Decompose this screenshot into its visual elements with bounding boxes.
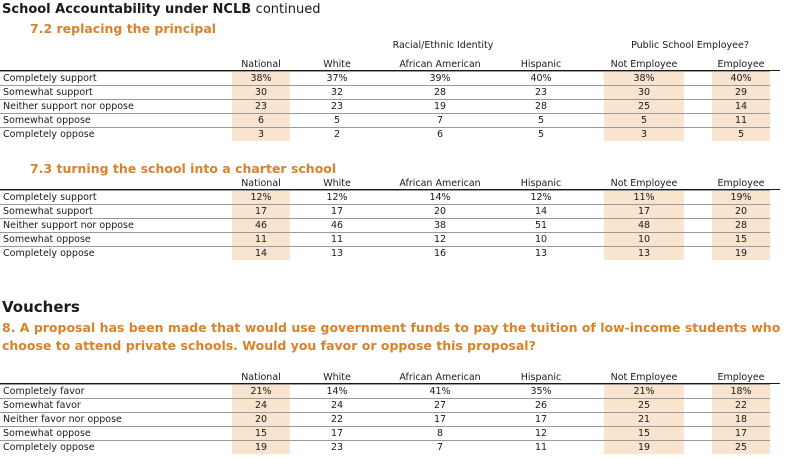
cell-employee: 29 — [712, 86, 770, 100]
cell-national: 6 — [232, 114, 290, 128]
cell-african-american: 7 — [436, 115, 444, 126]
cell-not-employee: 3 — [604, 128, 684, 142]
cell-white: 13 — [330, 248, 344, 259]
cell-not-employee: 11% — [604, 191, 684, 205]
cell-not-employee: 15 — [604, 427, 684, 441]
col-national: National — [241, 372, 281, 383]
cell-white: 32 — [330, 87, 344, 98]
col-hispanic: Hispanic — [520, 178, 562, 189]
cell-not-employee: 13 — [604, 247, 684, 261]
row-label: Neither favor nor oppose — [3, 414, 122, 425]
cell-white: 2 — [333, 129, 341, 140]
cell-white: 22 — [330, 414, 344, 425]
cell-african-american: 19 — [433, 101, 447, 112]
cell-not-employee: 10 — [604, 233, 684, 247]
table-row — [0, 385, 770, 399]
col-national: National — [241, 178, 281, 189]
cell-hispanic: 5 — [537, 115, 545, 126]
cell-hispanic: 13 — [534, 248, 548, 259]
cell-employee: 40% — [712, 72, 770, 86]
cell-national: 38% — [232, 72, 290, 86]
col-not-employee: Not Employee — [610, 178, 678, 189]
cell-employee: 15 — [712, 233, 770, 247]
table-row — [0, 128, 770, 142]
cell-hispanic: 5 — [537, 129, 545, 140]
cell-national: 21% — [232, 385, 290, 399]
cell-hispanic: 26 — [534, 400, 548, 411]
table-row — [0, 441, 770, 455]
cell-national: 17 — [232, 205, 290, 219]
cell-national: 23 — [232, 100, 290, 114]
cell-employee: 18 — [712, 413, 770, 427]
table-row — [0, 233, 770, 247]
cell-employee: 5 — [712, 128, 770, 142]
row-label: Somewhat support — [3, 206, 93, 217]
cell-white: 12% — [326, 192, 348, 203]
cell-employee: 20 — [712, 205, 770, 219]
cell-hispanic: 28 — [534, 101, 548, 112]
col-employee: Employee — [717, 372, 765, 383]
cell-white: 24 — [330, 400, 344, 411]
cell-not-employee: 25 — [604, 100, 684, 114]
cell-employee: 14 — [712, 100, 770, 114]
row-label: Somewhat oppose — [3, 428, 91, 439]
cell-african-american: 14% — [429, 192, 451, 203]
cell-employee: 19 — [712, 247, 770, 261]
col-national: National — [241, 59, 281, 70]
cell-national: 12% — [232, 191, 290, 205]
cell-african-american: 7 — [436, 442, 444, 453]
question-7-2-title: 7.2 replacing the principal — [30, 21, 217, 36]
row-label: Somewhat support — [3, 87, 93, 98]
table-row — [0, 114, 770, 128]
cell-not-employee: 25 — [604, 399, 684, 413]
cell-african-american: 8 — [436, 428, 444, 439]
page-title — [2, 2, 320, 17]
cell-not-employee: 30 — [604, 86, 684, 100]
cell-hispanic: 35% — [530, 386, 552, 397]
col-not-employee: Not Employee — [610, 59, 678, 70]
cell-national: 3 — [232, 128, 290, 142]
table-row — [0, 72, 770, 86]
cell-white: 5 — [333, 115, 341, 126]
cell-employee: 17 — [712, 427, 770, 441]
cell-african-american: 41% — [429, 386, 451, 397]
col-employee: Employee — [717, 59, 765, 70]
col-employee: Employee — [717, 178, 765, 189]
cell-hispanic: 40% — [530, 73, 552, 84]
cell-national: 19 — [232, 441, 290, 455]
cell-white: 14% — [326, 386, 348, 397]
table-7-2 — [0, 71, 770, 141]
row-label: Completely oppose — [3, 248, 95, 259]
cell-hispanic: 14 — [534, 206, 548, 217]
cell-african-american: 28 — [433, 87, 447, 98]
row-label: Neither support nor oppose — [3, 101, 134, 112]
cell-white: 37% — [326, 73, 348, 84]
col-african-american: African American — [399, 178, 481, 189]
cell-african-american: 12 — [433, 234, 447, 245]
col-white: White — [323, 178, 351, 189]
cell-hispanic: 12 — [534, 428, 548, 439]
cell-white: 46 — [330, 220, 344, 231]
question-7-3-title: 7.3 turning the school into a charter school — [30, 161, 337, 176]
group-employee-header: Public School Employee? — [631, 40, 749, 51]
table-row — [0, 427, 770, 441]
row-label: Somewhat oppose — [3, 234, 91, 245]
table-row — [0, 219, 770, 233]
row-label: Completely oppose — [3, 442, 95, 453]
cell-national: 15 — [232, 427, 290, 441]
table-7-3 — [0, 190, 770, 260]
col-white: White — [323, 59, 351, 70]
row-label: Completely support — [3, 192, 97, 203]
cell-white: 17 — [330, 428, 344, 439]
page-title-continued: continued — [255, 2, 321, 17]
cell-african-american: 6 — [436, 129, 444, 140]
cell-employee: 25 — [712, 441, 770, 455]
cell-white: 23 — [330, 442, 344, 453]
cell-not-employee: 48 — [604, 219, 684, 233]
col-african-american: African American — [399, 59, 481, 70]
cell-african-american: 16 — [433, 248, 447, 259]
cell-national: 30 — [232, 86, 290, 100]
cell-national: 46 — [232, 219, 290, 233]
cell-not-employee: 21 — [604, 413, 684, 427]
cell-african-american: 39% — [429, 73, 451, 84]
row-label: Somewhat oppose — [3, 115, 91, 126]
cell-employee: 11 — [712, 114, 770, 128]
col-white: White — [323, 372, 351, 383]
section-title-vouchers: Vouchers — [2, 298, 80, 316]
cell-national: 24 — [232, 399, 290, 413]
question-8-text: 8. A proposal has been made that would use government funds to pay the tuition of low-income students who choose to attend private schools. Would you favor or oppose this proposal? — [2, 320, 781, 353]
col-hispanic: Hispanic — [520, 59, 562, 70]
cell-employee: 19% — [712, 191, 770, 205]
table-row — [0, 399, 770, 413]
row-label: Completely oppose — [3, 129, 95, 140]
cell-national: 20 — [232, 413, 290, 427]
row-label: Completely favor — [3, 386, 85, 397]
page-title-text: School Accountability under NCLB — [2, 2, 252, 17]
cell-hispanic: 12% — [530, 192, 552, 203]
cell-white: 23 — [330, 101, 344, 112]
cell-not-employee: 5 — [604, 114, 684, 128]
col-hispanic: Hispanic — [520, 372, 562, 383]
cell-not-employee: 21% — [604, 385, 684, 399]
cell-hispanic: 51 — [534, 220, 548, 231]
table-row — [0, 205, 770, 219]
table-8 — [0, 384, 770, 454]
cell-employee: 18% — [712, 385, 770, 399]
table-row — [0, 86, 770, 100]
group-racial-header: Racial/Ethnic Identity — [392, 40, 494, 51]
cell-white: 17 — [330, 206, 344, 217]
cell-hispanic: 11 — [534, 442, 548, 453]
cell-not-employee: 38% — [604, 72, 684, 86]
table-row — [0, 100, 770, 114]
cell-employee: 22 — [712, 399, 770, 413]
cell-hispanic: 10 — [534, 234, 548, 245]
cell-hispanic: 23 — [534, 87, 548, 98]
cell-national: 11 — [232, 233, 290, 247]
cell-hispanic: 17 — [534, 414, 548, 425]
cell-not-employee: 19 — [604, 441, 684, 455]
table-row — [0, 247, 770, 261]
row-label: Completely support — [3, 73, 97, 84]
col-not-employee: Not Employee — [610, 372, 678, 383]
row-label: Neither support nor oppose — [3, 220, 134, 231]
table-row — [0, 413, 770, 427]
cell-not-employee: 17 — [604, 205, 684, 219]
cell-african-american: 27 — [433, 400, 447, 411]
table-row — [0, 191, 770, 205]
cell-white: 11 — [330, 234, 344, 245]
cell-african-american: 17 — [433, 414, 447, 425]
cell-national: 14 — [232, 247, 290, 261]
row-label: Somewhat favor — [3, 400, 81, 411]
cell-employee: 28 — [712, 219, 770, 233]
cell-african-american: 20 — [433, 206, 447, 217]
col-african-american: African American — [399, 372, 481, 383]
cell-african-american: 38 — [433, 220, 447, 231]
